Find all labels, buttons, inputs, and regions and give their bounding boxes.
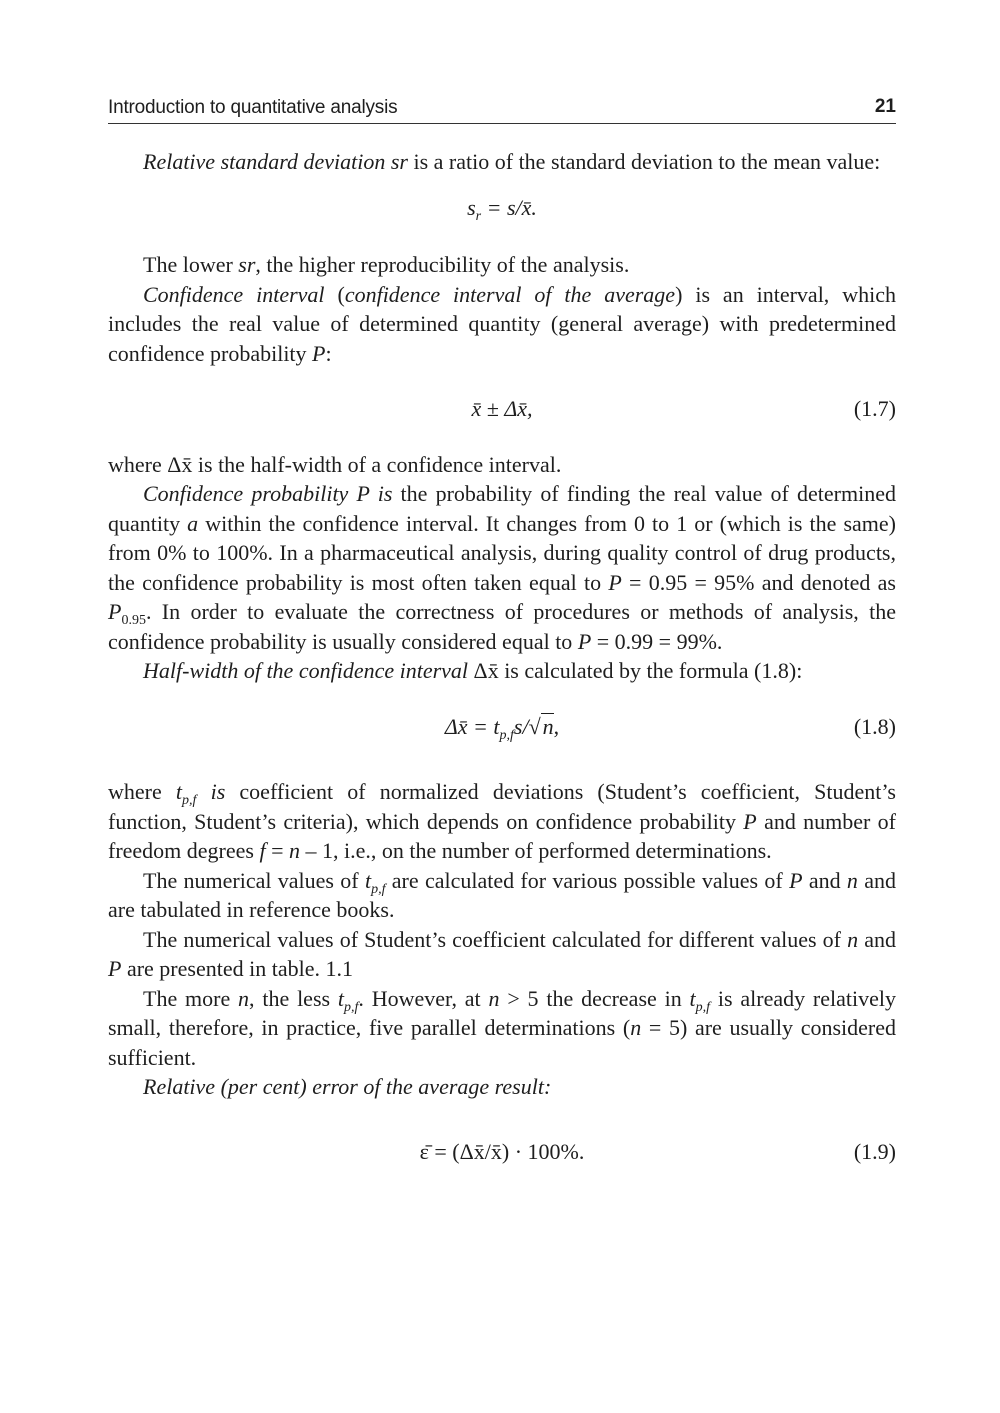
paragraph-confidence-probability (108, 479, 896, 656)
subscript: 0.95 (121, 613, 146, 628)
symbol: a (187, 510, 199, 536)
text: : (325, 340, 332, 366)
running-header (108, 97, 896, 124)
header-title: Introduction to quantitative analysis (108, 97, 398, 118)
text: are presented in table. 1.1 (121, 956, 353, 981)
text: . However, at (358, 985, 489, 1011)
symbol: t (337, 985, 345, 1011)
term: Confidence interval (143, 281, 325, 307)
term-relative-std-dev: Relative standard deviation sr (143, 149, 408, 174)
eq-expression: x̄ ± Δx̄, (471, 396, 533, 421)
text: and are tabulated in reference books. (108, 867, 897, 922)
symbol: n (289, 838, 301, 863)
text: where Δx̄ is the half-width of a confidence interval. (108, 451, 562, 477)
paragraph-parallel-determinations (108, 984, 896, 1073)
term: Relative (per cent) error of the average result: (143, 1074, 552, 1099)
symbol: n (488, 985, 500, 1011)
equation-1-7 (108, 394, 896, 424)
symbol: t (689, 985, 696, 1011)
text: and (858, 926, 896, 952)
text: – 1, i.e., on the number of performed determinations. (300, 838, 772, 863)
text: The numerical values of (143, 867, 365, 893)
text: = 0.99 = 99%. (591, 628, 723, 654)
text: Δx̄ is calculated by the formula (1.8): (468, 658, 803, 683)
symbol: P (108, 599, 122, 624)
subscript: p,f (695, 999, 711, 1015)
page-body (108, 147, 896, 1166)
equation-number: (1.9) (853, 1138, 896, 1164)
symbol: P (108, 956, 122, 981)
symbol: P (608, 569, 622, 595)
text: = 5) are usually considered sufficient. (108, 1015, 896, 1070)
text: ( (324, 281, 345, 307)
eq-end: , (553, 713, 560, 739)
symbol: P (312, 340, 326, 366)
subscript: p,f (182, 793, 197, 808)
text: is a ratio of the standard deviation to the mean value: (407, 149, 881, 174)
eq-radicand: n (542, 713, 554, 739)
text: > 5 the decrease in (499, 985, 690, 1011)
text: The numerical values of Student’s coefficient calculated for different values of (143, 926, 848, 952)
symbol: n (630, 1015, 642, 1040)
equation-number: (1.7) (853, 396, 896, 421)
equation-1-8 (108, 712, 896, 742)
page-number: 21 (874, 96, 896, 117)
text: are calculated for various possible values of (385, 867, 790, 893)
eq-subscript: p,f (499, 727, 514, 743)
symbol: t (364, 867, 372, 893)
equation-sr (108, 193, 896, 223)
text: where (108, 779, 176, 804)
paragraph-relative-std-dev (108, 147, 896, 177)
eq-subscript: r (475, 208, 482, 224)
text: The more (143, 985, 239, 1011)
text: , the less (249, 985, 338, 1011)
text: = 0.95 = 95% and denoted as (621, 569, 896, 595)
eq-expression: ε̄ = (Δx̄/x̄) · 100%. (419, 1138, 585, 1164)
text: coefficient of normalized deviations (Student’s coefficient, Student’s function, Student’s criteria), which depends on confidence probability (108, 779, 896, 834)
text: ) is an interval, which includes the real value of determined quantity (general average) with predetermined confidence probability (108, 281, 896, 366)
text: and (802, 867, 847, 893)
paragraph-relative-error (108, 1072, 896, 1102)
equation-1-9 (108, 1137, 896, 1167)
paragraph-half-width (108, 656, 896, 686)
term: Confidence probability P is (143, 481, 393, 506)
symbol: P (789, 867, 803, 893)
equation-number: (1.8) (853, 713, 896, 739)
term: Half-width of the confidence interval (143, 658, 469, 683)
text: = (265, 838, 290, 863)
text: is already relatively small, therefore, in practice, five parallel determinations ( (108, 985, 896, 1040)
paragraph-half-width-def (108, 450, 896, 480)
symbol: t (175, 779, 183, 804)
symbol: n (238, 985, 250, 1011)
subscript: p,f (371, 881, 386, 897)
eq-mid: s/√ (513, 713, 541, 739)
text: . In order to evaluate the correctness of procedures or methods of analysis, the confidence probability is usually considered equal to (108, 599, 896, 654)
symbol: f (259, 838, 266, 863)
text: the probability of finding the real value of determined quantity (108, 481, 896, 536)
subscript: p,f (344, 999, 359, 1015)
text: within the confidence interval. It changes from 0 to 1 or (which is the same) from 0% to 100%. In a pharmaceutical analysis, during quality control of drug products, the confidence probability is most often taken equal to (108, 510, 896, 595)
symbol: P (577, 628, 592, 654)
symbol: n (846, 867, 858, 893)
eq-rhs: = s/x̄. (481, 194, 537, 220)
eq-lhs: Δx̄ = t (444, 713, 500, 739)
text: and number of freedom degrees (108, 808, 897, 863)
paragraph-lower-sr (108, 250, 896, 280)
paragraph-confidence-interval (108, 280, 896, 369)
paragraph-table-reference (108, 925, 896, 984)
term: confidence interval of the average (344, 281, 676, 307)
symbol: n (847, 926, 859, 952)
text: , the higher reproducibility of the analysis. (255, 252, 630, 277)
text: The lower (143, 252, 239, 277)
symbol: sr (238, 252, 256, 277)
text: is (196, 779, 226, 804)
symbol: P (743, 808, 757, 834)
eq-symbol: s (467, 194, 476, 220)
paragraph-student-coefficient (108, 777, 896, 866)
paragraph-numerical-values (108, 866, 896, 925)
